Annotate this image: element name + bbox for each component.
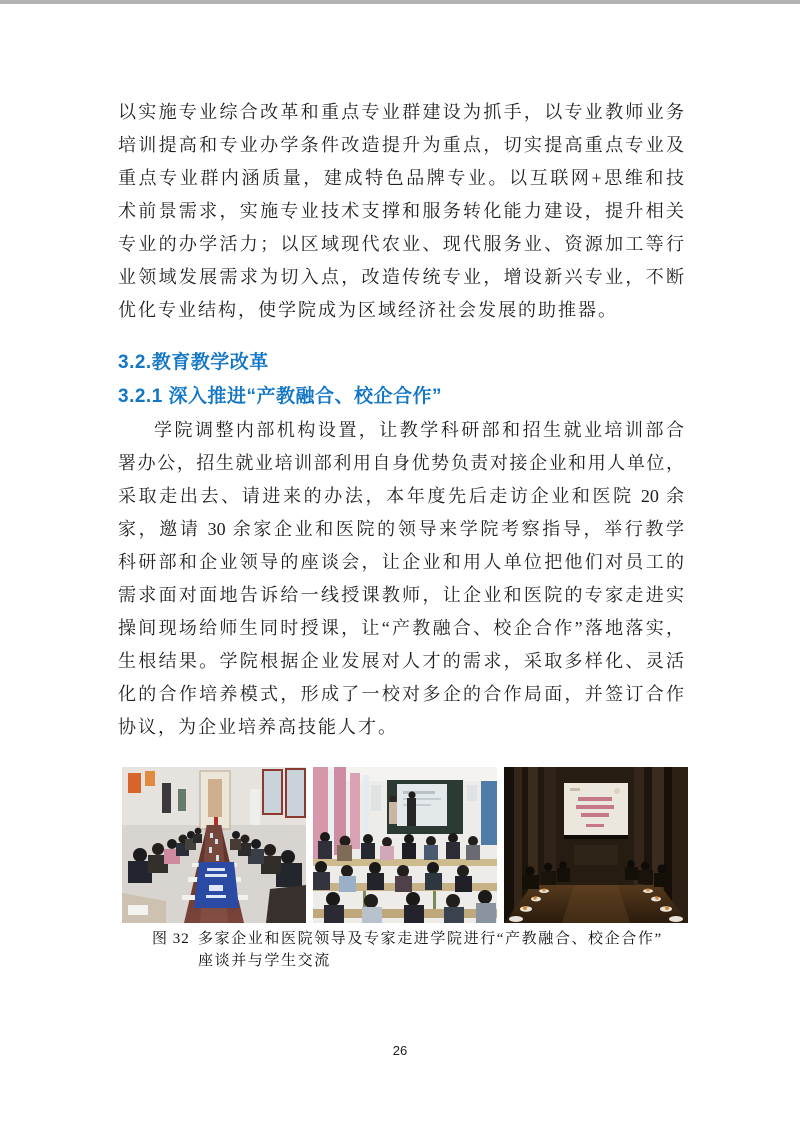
page-top-rule (0, 0, 800, 4)
paragraph-line: 家，邀请 30 余家企业和医院的领导来学院考察指导，举行教学 (118, 519, 684, 539)
paragraph-line: 以实施专业综合改革和重点专业群建设为抓手，以专业教师业务 (118, 102, 684, 122)
figure-caption-text (198, 928, 663, 972)
symposium-long-table-photo (122, 767, 306, 923)
figure-caption (152, 928, 692, 972)
body-paragraph-2 (118, 414, 684, 744)
paragraph-line: 培训提高和专业办学条件改造提升为重点，切实提高重点专业及 (118, 135, 684, 155)
paragraph-line: 采取走出去、请进来的办法，本年度先后走访企业和医院 20 余 (118, 486, 684, 506)
paragraph-line: 协议，为企业培养高技能人才。 (118, 717, 398, 737)
figure-caption-label: 图 32 (152, 931, 190, 947)
paragraph-line: 术前景需求，实施专业技术支撑和服务转化能力建设，提升相关 (118, 201, 684, 221)
paragraph-line: 业领域发展需求为切入点，改造传统专业，增设新兴专业，不断 (118, 267, 684, 287)
paragraph-line: 生根结果。学院根据企业发展对人才的需求，采取多样化、灵活 (118, 651, 684, 671)
section-heading: 3.2.教育教学改革 (118, 352, 269, 373)
subsection-heading: 3.2.1 深入推进“产教融合、校企合作” (118, 386, 443, 407)
paragraph-line: 学院调整内部机构设置，让教学科研部和招生就业培训部合 (154, 420, 684, 440)
paragraph-line: 署办公，招生就业培训部利用自身优势负责对接企业和用人单位， (118, 453, 684, 473)
paragraph-line: 化的合作培养模式，形成了一校对多企的合作局面，并签订合作 (118, 684, 684, 704)
figure-caption-line: 座谈并与学生交流 (198, 953, 331, 969)
page-number: 26 (392, 1043, 408, 1058)
dark-meeting-room-photo (504, 767, 688, 923)
paragraph-line: 操间现场给师生同时授课，让“产教融合、校企合作”落地落实， (118, 618, 684, 638)
paragraph-line: 优化专业结构，使学院成为区域经济社会发展的助推器。 (118, 300, 618, 320)
paragraph-line: 需求面对面地告诉给一线授课教师，让企业和医院的专家走进实 (118, 585, 684, 605)
classroom-lecture-photo (313, 767, 497, 923)
figure-photo-row (122, 767, 688, 923)
paragraph-line: 重点专业群内涵质量，建成特色品牌专业。以互联网+思维和技 (118, 168, 684, 188)
body-paragraph-1 (118, 96, 684, 327)
paragraph-line: 专业的办学活力；以区域现代农业、现代服务业、资源加工等行 (118, 234, 684, 254)
paragraph-line: 科研部和企业领导的座谈会，让企业和用人单位把他们对员工的 (118, 552, 684, 572)
figure-caption-line: 多家企业和医院领导及专家走进学院进行“产教融合、校企合作” (198, 931, 663, 947)
